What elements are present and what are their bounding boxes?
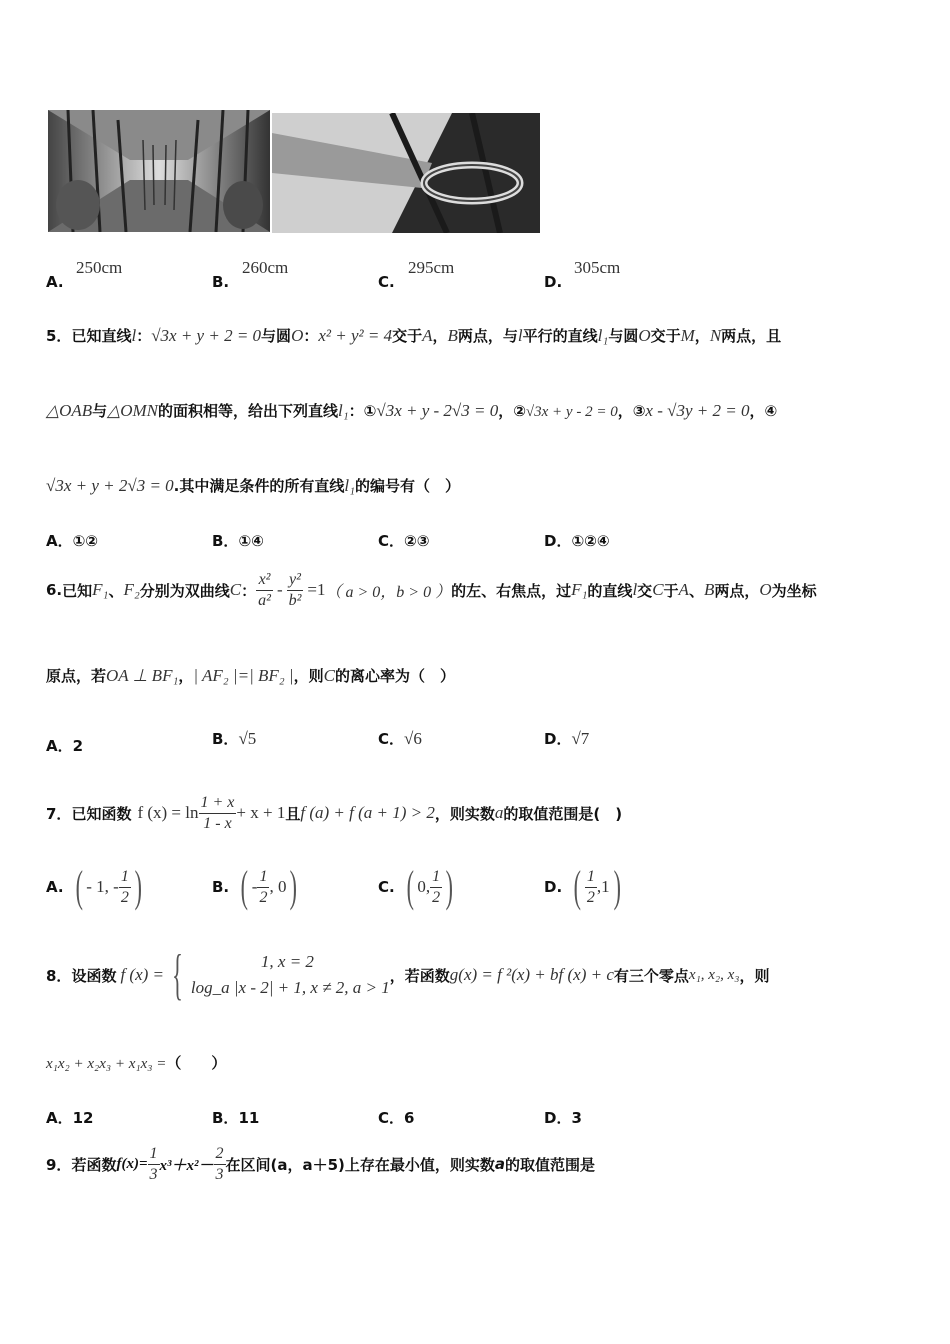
q5-line-2: △OAB与△OMN的面积相等，给出下列直线l₁：①√3x + y - 2√3 = 0，②√3x + y - 2 = 0，③x - √3y + 2 = 0，④ [46,401,778,420]
q6-option-b: B．√5 [212,729,257,748]
q4-option-b-label: B. [212,273,230,291]
q6-line-2: 原点，若OA ⊥ BF₁，| AF₂ |=| BF₂ |，则C的离心率为（ ） [46,666,455,685]
q8-case-1: 1, x = 2 [260,952,314,971]
q4-option-c-label: C. [378,273,395,291]
q5-option-b: B．①④ [212,532,264,550]
q5-line-1: 5．已知直线l：√3x + y + 2 = 0与圆O：x² + y² = 4交于A，B两点，与l平行的直线l₁与圆O交于M，N两点，且 [46,326,782,345]
q5-option-c: C．②③ [378,532,430,550]
q8-option-b: B．11 [212,1109,260,1127]
q7-stem: 7． 已知函数 f (x) = ln $\frac{1 + x}{1 - x}$ + x + 1 且 f (a) + f (a + 1) > 2 ，则实数 a 的取值范围是( ) [46,793,623,832]
q4-option-a-label: A. [46,273,64,291]
handle-ring-photo [272,113,540,233]
q9-stem: 9． 若函数 f(x)= $\frac{1}{3}$ x³＋x²－ $\frac{2}{3}$ 在区间(a，a＋5)上存在最小值，则实数 a 的取值范围是 [46,1144,596,1183]
q8-option-c: C．6 [378,1109,415,1127]
q6-option-a: A．2 [46,737,84,755]
q7-option-d: D. ( $\frac{1}{2}$ ,1 ) [544,862,621,911]
q4-option-d-value: 305cm [574,258,621,277]
q4-option-a-value: 250cm [76,258,123,277]
q8-stem: 8． 设函数 f (x) = { 1, x = 2 log_a |x - 2| + 1, x ≠ 2, a > 1 ，若函数 g(x) = f ²(x) + bf (x) + c 有三个零点 x₁, x₂, x₃ ，则 [46,944,770,1006]
q5-line-equation: √3x + y + 2 = 0 [151,326,262,345]
q8-expression-line: x₁x₂ + x₂x₃ + x₁x₃ =（ ） [46,1054,227,1072]
q4-option-d-label: D. [544,273,563,291]
q7-log-fraction: $\frac{1 + x}{1 - x}$ [200,793,235,832]
q6-option-c: C．√6 [378,729,422,748]
q8-case-2: log_a |x - 2| + 1, x ≠ 2, a > 1 [190,978,390,997]
q5-line-3: √3x + y + 2√3 = 0.其中满足条件的所有直线l₁的编号有（ ） [46,476,461,495]
subway-car-interior-photo [48,110,270,232]
q7-option-a: A. ( - 1, - $\frac{1}{2}$ ) [46,862,142,911]
q4-option-c-value: 295cm [408,258,455,277]
q5-option-d: D．①②④ [544,532,610,550]
q6-option-d: D．√7 [544,729,590,748]
q7-option-c: C. ( 0, $\frac{1}{2}$ ) [378,862,454,911]
q8-option-d: D．3 [544,1109,582,1127]
q6-hyperbola-y-term: $\frac{\text{y²}}{\text{b²}}$ [288,570,302,609]
q4-option-b-value: 260cm [242,258,289,277]
q7-option-b: B. ( - $\frac{1}{2}$ , 0 ) [212,862,298,911]
q6-hyperbola-x-term: $\frac{\text{x²}}{\text{a²}}$ [258,570,271,609]
q8-option-a: A．12 [46,1109,94,1127]
q5-option-a: A．①② [46,532,99,550]
q6-line-1: 6. 已知 F₁ 、 F₂ 分别为双曲线 C ： $\frac{\text{x²}}{\text{a²}}$ - $\frac{\text{y²}}{\text{b²}}$ =1 （ a > 0，b > 0 ） 的左、右焦点，过 F₁ 的直线 l 交 C 于 A 、 B 两点， O 为坐标 [46,570,817,609]
q5-circle-equation: x² + y² = 4 [318,326,393,345]
